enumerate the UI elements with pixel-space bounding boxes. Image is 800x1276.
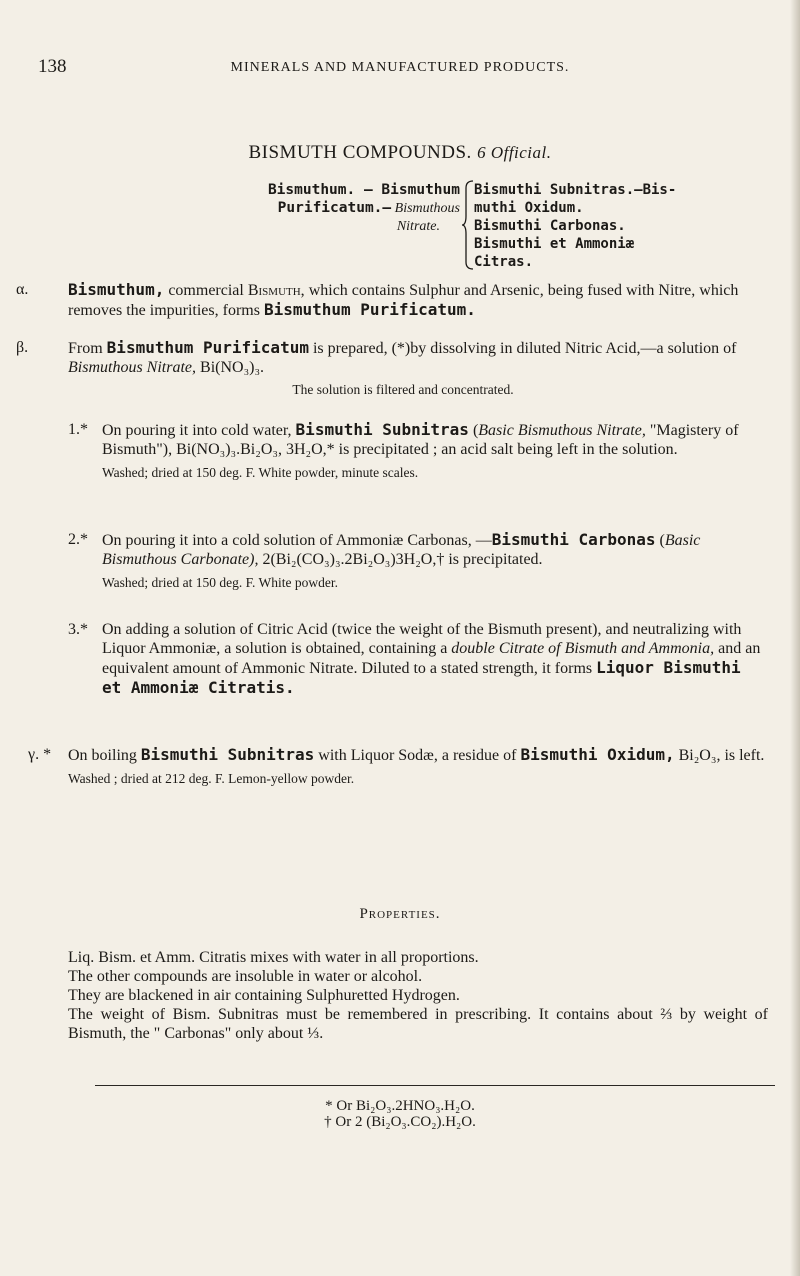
paragraph-item-1 [68,420,768,482]
gamma-text: On boiling [68,747,141,764]
paragraph-gamma [28,745,768,788]
alpha-marker: α. [16,281,29,298]
curly-brace-icon [462,180,474,270]
beta-marker: β. [16,339,29,356]
beta-formula: Bi(NO₃)₃. [196,359,265,376]
item-2-marker: 2.* [68,531,88,548]
item-3-marker: 3.* [68,621,88,638]
property-line: They are blackened in air containing Sulphuretted Hydrogen. [68,987,460,1004]
alpha-term: Bismuthum Purificatum. [263,300,476,319]
title-main: BISMUTH COMPOUNDS. [248,142,472,163]
page-number: 138 [38,56,67,77]
property-line: Liq. Bism. et Amm. Citratis mixes with water in all proportions. [68,949,479,966]
item-2-note: Washed; dried at 150 deg. F. White powder. [102,575,339,590]
beta-term: Bismuthum Purificatum [106,338,309,357]
synonym-left-line-2-italic: Bismuthous [391,201,460,216]
paragraph-alpha [16,280,768,320]
properties-heading [0,905,800,924]
property-line: The weight of Bism. Subnitras must be remembered in prescribing. It contains about ⅔ by weight of Bismuth, the " Carbonas" only about ⅓. [68,1006,768,1042]
item-3-term-italic: double Citrate of Bismuth and Ammonia, [451,640,715,657]
item-1-term-italic: Basic Bismuthous Nitrate, [478,422,646,439]
gamma-term: Bismuthi Oxidum, [520,745,675,764]
gamma-marker: γ. * [28,746,52,763]
gamma-text: with Liquor Sodæ, a residue of [314,747,521,764]
item-2-term-italic: Basic Bismuthous Carbonate), [102,532,701,568]
item-3-text: and an equivalent amount of Ammonic Nitrate. Diluted to a stated strength, it forms [102,640,761,677]
gamma-note: Washed ; dried at 212 deg. F. Lemon-yellow powder. [68,771,355,786]
item-1-term: Bismuthi Subnitras [295,420,469,439]
synonym-right-line: Bismuthi et Ammoniæ [474,236,635,252]
footnote-divider [95,1085,775,1086]
property-line: The other compounds are insoluble in water or alcohol. [68,968,423,985]
page-edge-shadow [790,0,800,1276]
alpha-text: which contains Sulphur and Arsenic, being fused with Nitre, which removes the impurities, forms [68,282,739,319]
footnote: † Or 2 (Bi₂O₃.CO₂).H₂O. [324,1114,476,1130]
section-title [0,142,800,164]
item-2-term: Bismuthi Carbonas [491,530,656,549]
synonym-left-line-2: Purificatum.— [277,200,392,216]
properties-heading-text: Properties. [359,906,441,922]
synonym-right-line: muthi Oxidum. [474,200,584,216]
synonym-right-line: Bismuthi Carbonas. [474,218,626,234]
gamma-term: Bismuthi Subnitras [140,745,315,764]
alpha-term: Bismuthum, [68,280,165,299]
properties-list [68,948,768,1043]
beta-text: From [68,340,107,357]
item-2-text: On pouring it into a cold solution of Ammoniæ Carbonas, — [102,532,492,549]
item-1-text: On pouring it into cold water, [102,422,296,439]
synonym-right-line: Citras. [474,254,534,270]
item-3-term: Liquor Bismuthi et Ammoniæ Citratis. [102,658,741,697]
item-2-text: 2(Bi₂(CO₃)₃.2Bi₂O₃)3H₂O,† is precipitated. [258,551,543,568]
synonyms-right [474,181,774,271]
synonyms-left [150,181,460,236]
item-1-text: ( [468,422,479,439]
alpha-text: commercial [164,282,248,299]
synonym-left-line-3: Nitrate. [396,219,440,234]
paragraph-item-3 [68,620,768,698]
beta-term-italic: Bismuthous Nitrate, [68,359,197,376]
item-3-text: On adding a solution of Citric Acid (twice the weight of the Bismuth present), and neutralizing with Liquor Ammoniæ, a solution is obtained, containing a [102,621,742,657]
item-1-marker: 1.* [68,421,88,438]
paragraph-item-2 [68,530,768,592]
footnote: * Or Bi₂O₃.2HNO₃.H₂O. [325,1098,475,1114]
beta-text: is prepared, (*)by dissolving in diluted Nitric Acid,—a solution of [308,340,737,357]
paragraph-beta [16,338,768,399]
title-note: 6 Official. [477,143,552,162]
item-2-text: ( [655,532,665,549]
running-head: MINERALS AND MANUFACTURED PRODUCTS. [230,60,570,75]
synonym-left-line-1: Bismuthum. — Bismuthum [267,182,460,198]
gamma-formula: Bi₂O₃, is left. [674,747,765,764]
alpha-text: Bismuth, [247,282,305,299]
item-1-note: Washed; dried at 150 deg. F. White powder, minute scales. [102,465,419,480]
synonym-right-line: Bismuthi Subnitras.—Bis- [474,182,677,198]
beta-note: The solution is filtered and concentrated. [292,382,514,397]
item-1-text: "Magistery of Bismuth"), Bi(NO₃)₃.Bi₂O₃, 3H₂O,* is precipitated ; an acid salt being left in the solution. [102,422,739,458]
footnotes [0,1098,800,1130]
